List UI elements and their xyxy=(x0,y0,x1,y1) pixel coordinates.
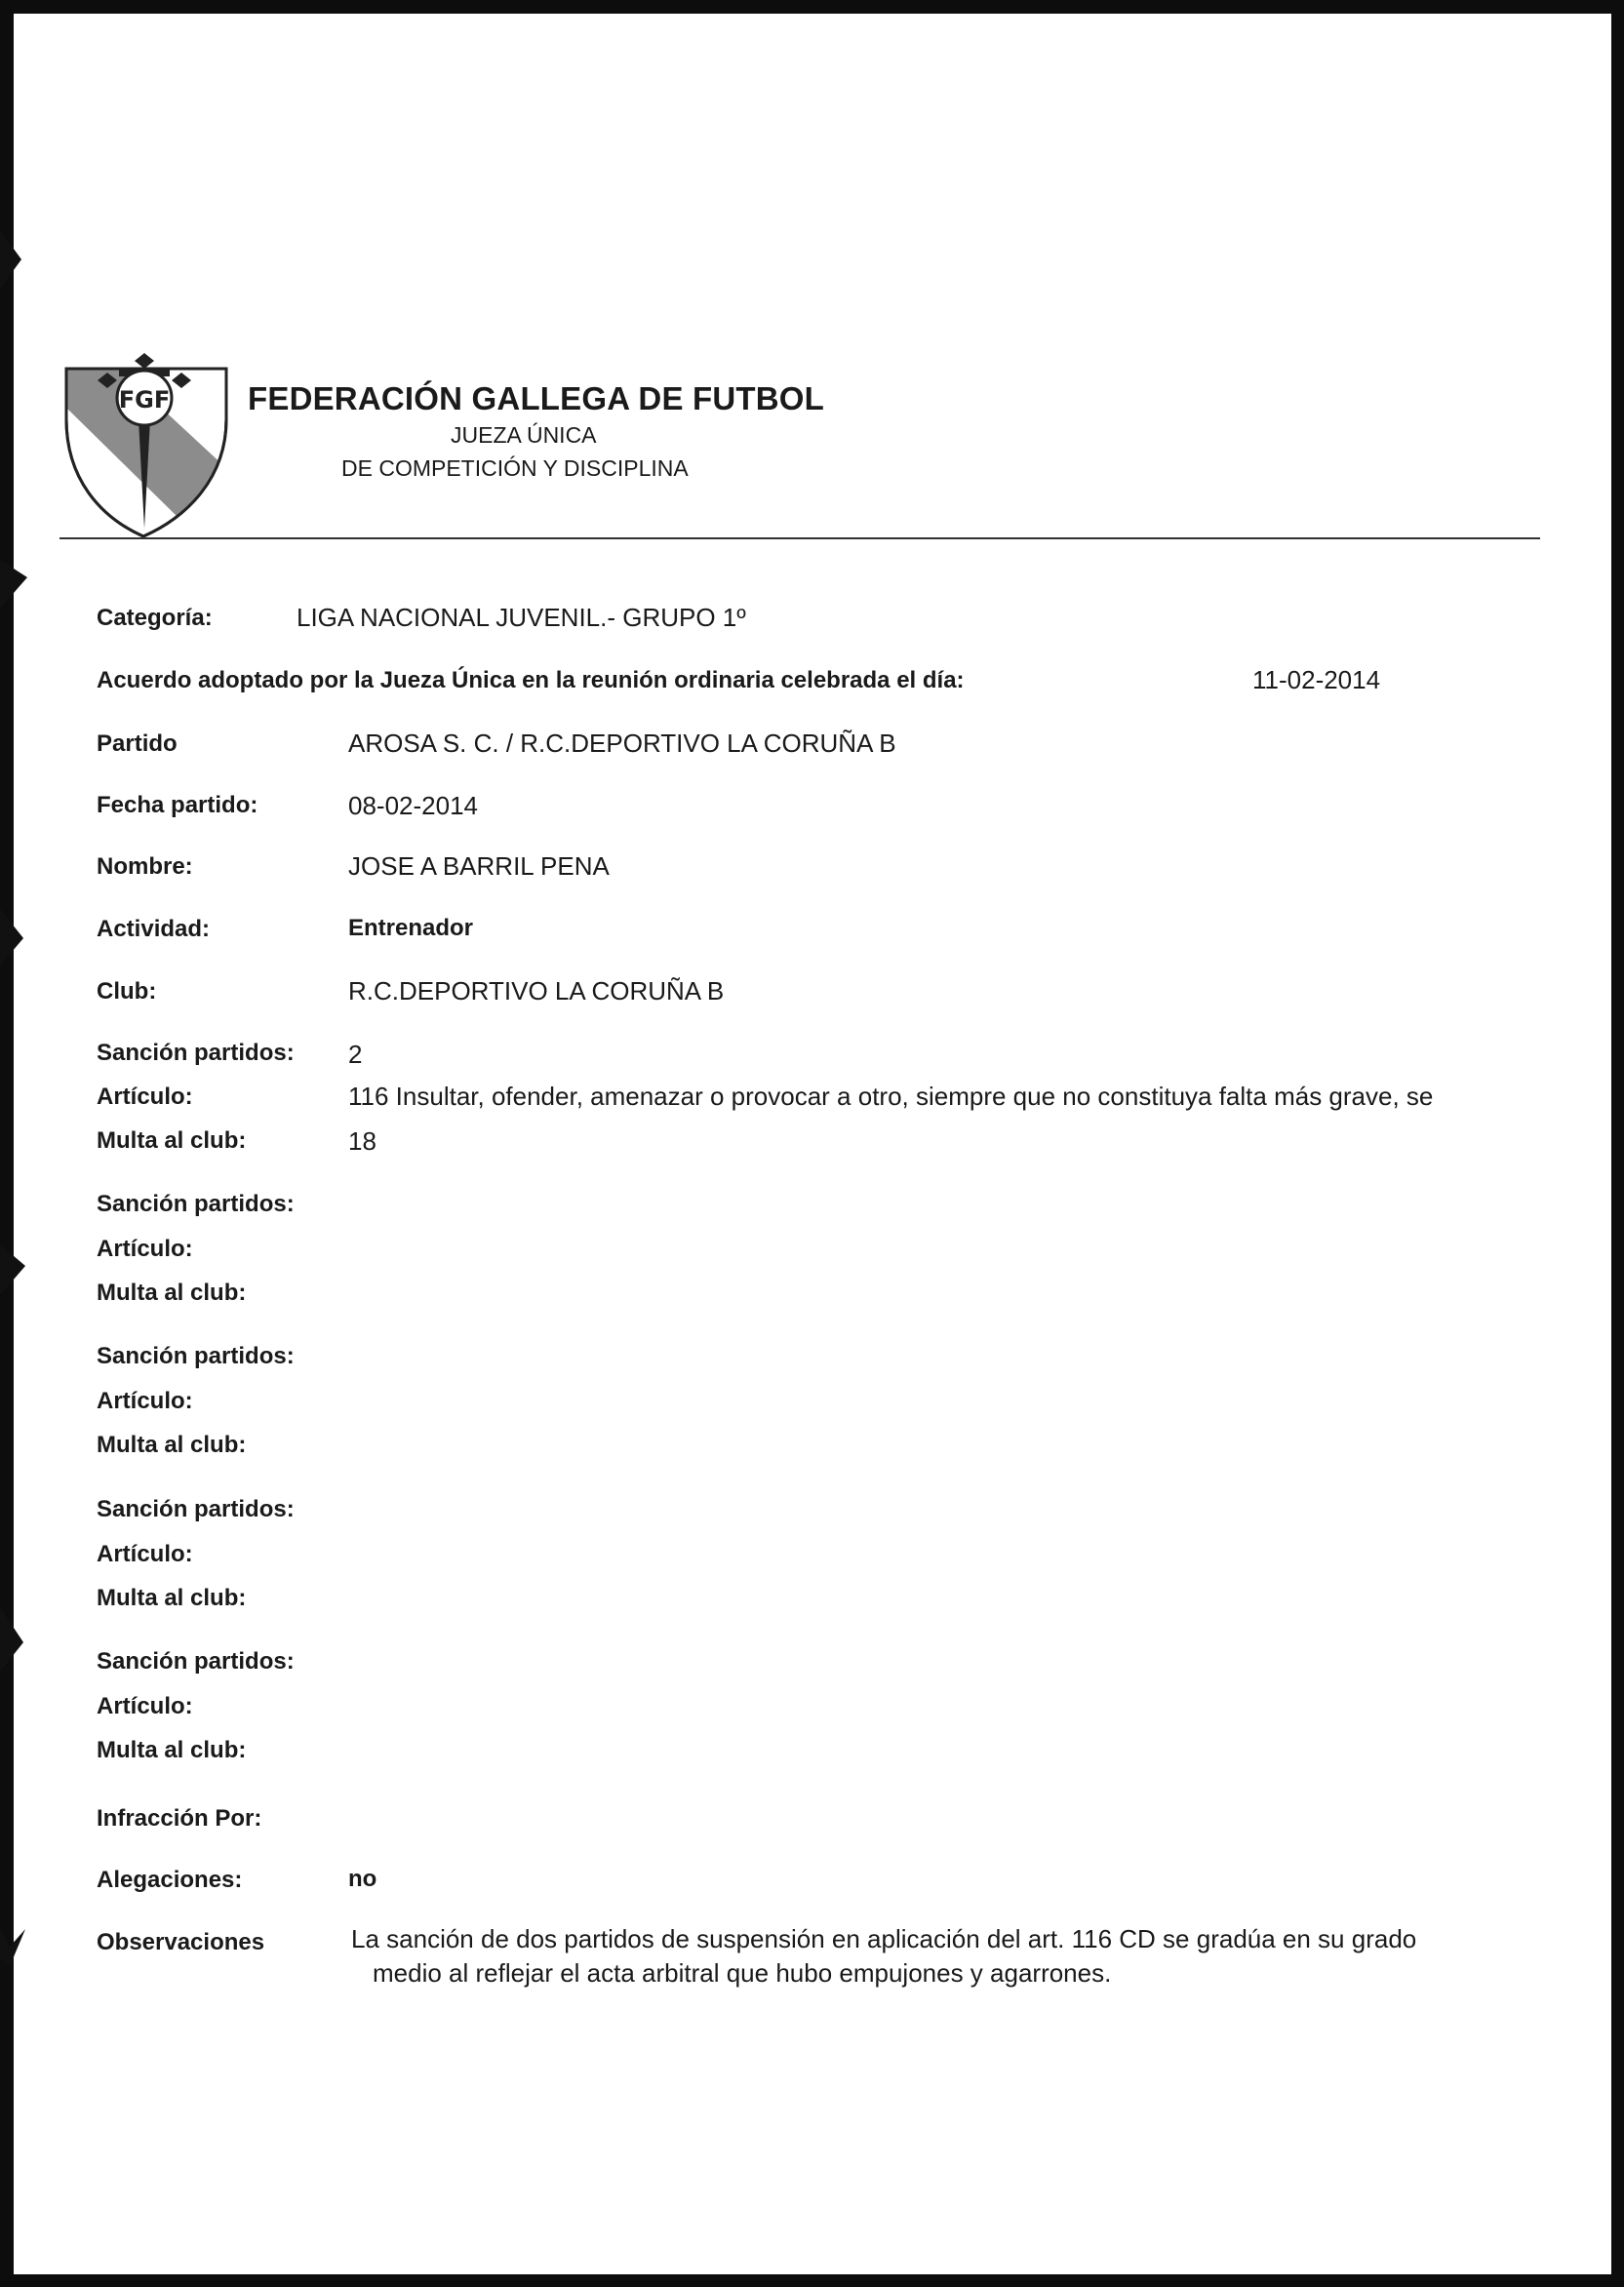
scan-mark xyxy=(0,560,23,618)
multa-value: 18 xyxy=(348,1126,376,1156)
categoria-value: LIGA NACIONAL JUVENIL.- GRUPO 1º xyxy=(297,603,746,632)
federation-subtitle-2: DE COMPETICIÓN Y DISCIPLINA xyxy=(341,455,689,481)
articulo-label: Artículo: xyxy=(97,1236,193,1262)
acuerdo-label: Acuerdo adoptado por la Jueza Única en la reunión ordinaria celebrada el día: xyxy=(97,667,965,693)
club-value: R.C.DEPORTIVO LA CORUÑA B xyxy=(348,976,725,1005)
sancion-label: Sanción partidos: xyxy=(97,1191,295,1217)
actividad-label: Actividad: xyxy=(97,916,211,942)
sancion-label: Sanción partidos: xyxy=(97,1040,295,1066)
observaciones-label: Observaciones xyxy=(97,1929,265,1955)
articulo-label: Artículo: xyxy=(97,1693,193,1719)
multa-label: Multa al club: xyxy=(97,1127,247,1154)
sancion-value: 2 xyxy=(348,1040,363,1069)
partido-value: AROSA S. C. / R.C.DEPORTIVO LA CORUÑA B xyxy=(348,729,896,758)
articulo-label: Artículo: xyxy=(97,1541,193,1567)
scan-mark xyxy=(0,909,23,967)
club-label: Club: xyxy=(97,978,157,1005)
scan-mark xyxy=(0,1607,23,1676)
fecha-partido-label: Fecha partido: xyxy=(97,792,258,818)
fecha-partido-value: 08-02-2014 xyxy=(348,791,478,820)
articulo-label: Artículo: xyxy=(97,1084,193,1110)
alegaciones-value: no xyxy=(348,1866,377,1892)
multa-label: Multa al club: xyxy=(97,1737,247,1763)
fgf-crest-logo xyxy=(60,351,238,538)
multa-label: Multa al club: xyxy=(97,1585,247,1611)
observaciones-line-2: medio al reflejar el acta arbitral que hubo empujones y agarrones. xyxy=(373,1958,1112,1988)
sancion-label: Sanción partidos: xyxy=(97,1343,295,1369)
observaciones-text xyxy=(351,1922,1531,1991)
sancion-label: Sanción partidos: xyxy=(97,1648,295,1675)
header-divider xyxy=(59,537,1540,539)
multa-label: Multa al club: xyxy=(97,1280,247,1306)
scan-mark xyxy=(0,230,23,289)
federation-subtitle-1: JUEZA ÚNICA xyxy=(451,422,597,448)
document-page xyxy=(14,14,1611,2274)
alegaciones-label: Alegaciones: xyxy=(97,1867,243,1893)
multa-label: Multa al club: xyxy=(97,1432,247,1458)
acuerdo-date: 11-02-2014 xyxy=(1252,665,1381,694)
articulo-value: 116 Insultar, ofender, amenazar o provocar a otro, siempre que no constituya falta más grave, se xyxy=(348,1082,1434,1111)
federation-title: FEDERACIÓN GALLEGA DE FUTBOL xyxy=(248,380,825,416)
scan-mark xyxy=(0,1244,23,1303)
logo-letters: FGF xyxy=(118,386,171,414)
scan-mark xyxy=(0,1929,29,1978)
actividad-value: Entrenador xyxy=(348,915,474,941)
nombre-label: Nombre: xyxy=(97,853,193,880)
sancion-label: Sanción partidos: xyxy=(97,1496,295,1522)
categoria-label: Categoría: xyxy=(97,605,213,631)
nombre-value: JOSE A BARRIL PENA xyxy=(348,851,610,881)
partido-label: Partido xyxy=(97,730,178,757)
articulo-label: Artículo: xyxy=(97,1388,193,1414)
infraccion-label: Infracción Por: xyxy=(97,1805,262,1832)
observaciones-line-1: La sanción de dos partidos de suspensión en aplicación del art. 116 CD se gradúa en su grado xyxy=(351,1924,1417,1953)
